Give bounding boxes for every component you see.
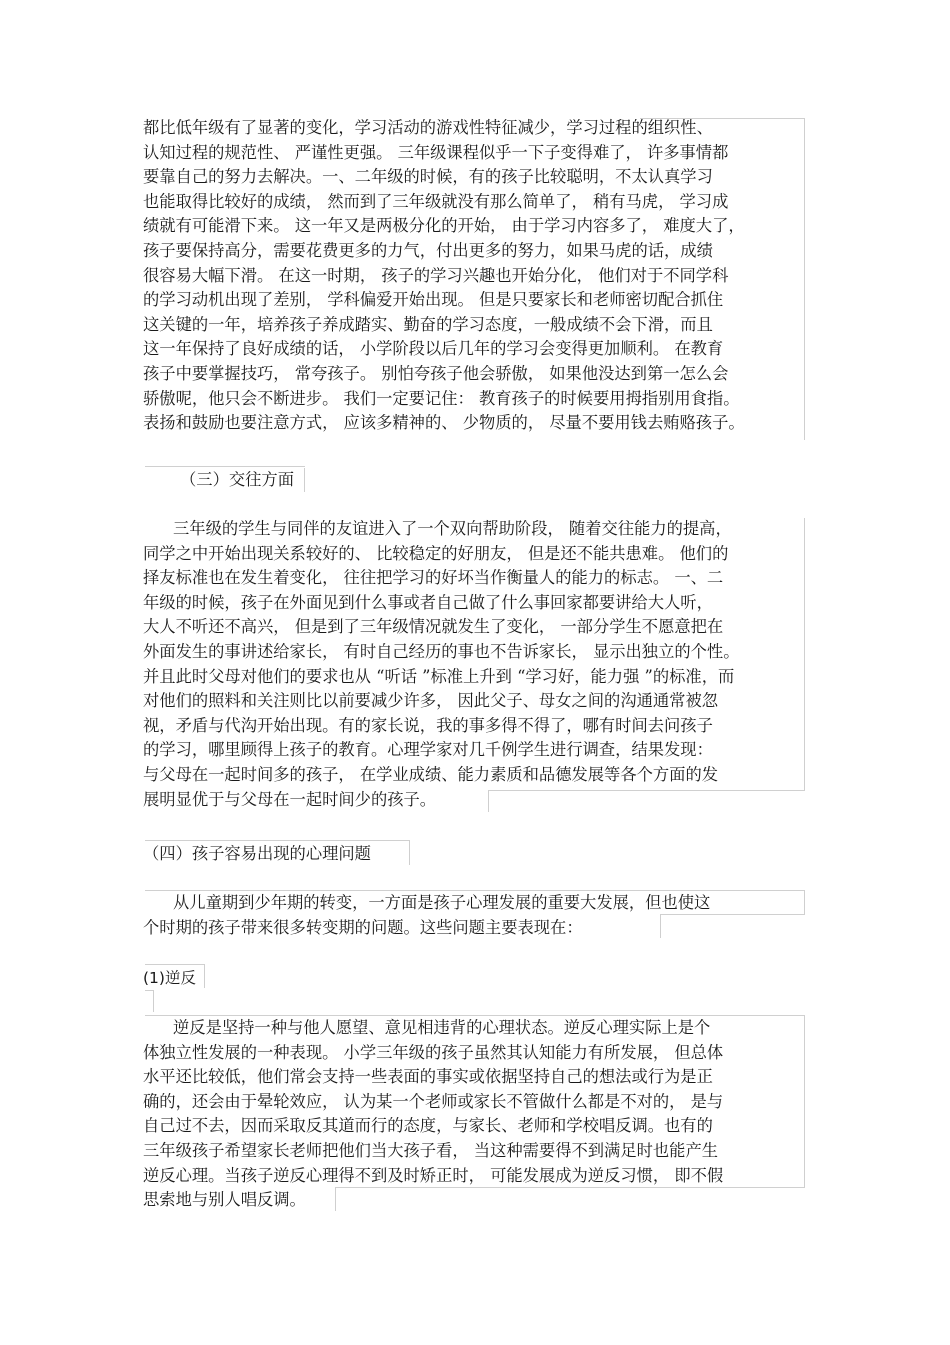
frame-rule [204,964,205,988]
frame-rule [488,790,805,791]
paragraph-rebel [143,1016,805,1213]
text-line: 年级的时候，孩子在外面见到什么事或者自己做了什么事回家都要讲给大人听， [143,592,713,612]
frame-rule [145,890,805,891]
text-line: 骄傲呢，他只会不断进步。 我们一定要记住： 教育孩子的时候要用拇指别用食指。 [143,388,740,408]
text-line: 外面发生的事讲述给家长， 有时自己经历的事也不告诉家长， 显示出独立的个性。 [143,641,740,661]
text-line: 逆反是坚持一种与他人愿望、意见相违背的心理状态。逆反心理实际上是个 [173,1018,711,1037]
text-line: 自己过不去，因而采取反其道而行的态度，与家长、老师和学校唱反调。也有的 [143,1116,713,1136]
frame-rule [804,1015,805,1187]
text-line: 很容易大幅下滑。 在这一时期， 孩子的学习兴趣也开始分化， 他们对于不同学科 [143,265,729,285]
text-line: 这一年保持了良好成绩的话， 小学阶段以后几年的学习会变得更加顺利。 在教育 [143,339,724,359]
paragraph-transition [143,891,805,940]
text-line: 与父母在一起时间多的孩子， 在学业成绩、能力素质和品德发展等各个方面的发 [143,764,719,784]
text-line: 思索地与别人唱反调。 [143,1190,306,1210]
text-line: 孩子中要掌握技巧， 常夸孩子。 别怕夸孩子他会骄傲， 如果他没达到第一怎么会 [143,363,729,383]
paragraph-study [143,116,805,436]
frame-rule [145,990,153,991]
text-line: 对他们的照料和关注则比以前要减少许多， 因此父子、母女之间的沟通通常被忽 [143,691,719,711]
heading-social: （三）交往方面 [180,470,294,489]
text-line: 孩子要保持高分，需要花费更多的力气，付出更多的努力，如果马虎的话，成绩 [143,240,713,260]
text-line: 认知过程的规范性、 严谨性更强。 三年级课程似乎一下子变得难了， 许多事情都 [143,142,729,162]
frame-rule [660,914,661,938]
text-line: 并且此时父母对他们的要求也从 “听话 ”标准上升到 “学习好，能力强 ”的标准，而 [143,666,735,686]
text-line: 都比低年级有了显著的变化，学习活动的游戏性特征减少，学习过程的组织性、 [143,118,713,137]
text-line: 大人不听还不高兴， 但是到了三年级情况就发生了变化， 一部分学生不愿意把在 [143,617,724,637]
frame-rule [145,466,305,467]
frame-rule [660,914,805,915]
text-line: 个时期的孩子带来很多转变期的问题。这些问题主要表现在： [143,917,583,937]
text-line: 的学习，哪里顾得上孩子的教育。心理学家对几千例学生进行调查，结果发现： [143,740,713,760]
frame-rule [335,1187,336,1211]
heading-rebel: (1)逆反 [143,969,196,987]
frame-rule [304,468,305,492]
frame-rule [145,840,410,841]
text-line: 也能取得比较好的成绩， 然而到了三年级就没有那么简单了， 稍有马虎， 学习成 [143,191,729,211]
text-line: 这关键的一年，培养孩子养成踏实、勤奋的学习态度，一般成绩不会下滑，而且 [143,314,713,334]
frame-rule [145,964,205,965]
text-line: 要靠自己的努力去解决。一、二年级的时候，有的孩子比较聪明，不太认真学习 [143,167,713,187]
frame-rule [335,1187,805,1188]
frame-rule [153,990,154,1012]
frame-rule [409,841,410,865]
text-line: 三年级孩子希望家长老师把他们当大孩子看， 当这种需要得不到满足时也能产生 [143,1140,719,1160]
text-line: 三年级的学生与同伴的友谊进入了一个双向帮助阶段， 随着交往能力的提高， [173,519,732,538]
text-line: 展明显优于与父母在一起时间少的孩子。 [143,789,437,809]
text-line: 从儿童期到少年期的转变，一方面是孩子心理发展的重要大发展，但也使这 [173,893,711,912]
heading-problems: （四）孩子容易出现的心理问题 [143,844,371,863]
text-line: 逆反心理。当孩子逆反心理得不到及时矫正时， 可能发展成为逆反习惯， 即不假 [143,1165,724,1185]
text-line: 确的，还会由于晕轮效应， 认为某一个老师或家长不管做什么都是不对的， 是与 [143,1091,724,1111]
text-line: 同学之中开始出现关系较好的、 比较稳定的好朋友， 但是还不能共患难。 他们的 [143,543,729,563]
text-line: 表扬和鼓励也要注意方式， 应该多精神的、 少物质的， 尽量不要用钱去贿赂孩子。 [143,413,745,433]
frame-rule [488,790,489,812]
paragraph-social [143,517,805,812]
text-line: 视，矛盾与代沟开始出现。有的家长说，我的事多得不得了，哪有时间去问孩子 [143,715,713,735]
frame-rule [640,118,805,119]
frame-rule [804,518,805,790]
frame-rule [804,118,805,440]
frame-rule [804,890,805,914]
text-line: 择友标准也在发生着变化， 往往把学习的好坏当作衡量人的能力的标志。 一、二 [143,568,724,588]
text-line: 绩就有可能滑下来。 这一年又是两极分化的开始， 由于学习内容多了， 难度大了， [143,216,745,236]
text-line: 水平还比较低，他们常会支持一些表面的事实或依据坚持自己的想法或行为是正 [143,1067,713,1087]
frame-rule [145,1015,805,1016]
text-line: 体独立性发展的一种表现。 小学三年级的孩子虽然其认知能力有所发展， 但总体 [143,1042,724,1062]
text-line: 的学习动机出现了差别， 学科偏爱开始出现。 但是只要家长和老师密切配合抓住 [143,290,724,310]
